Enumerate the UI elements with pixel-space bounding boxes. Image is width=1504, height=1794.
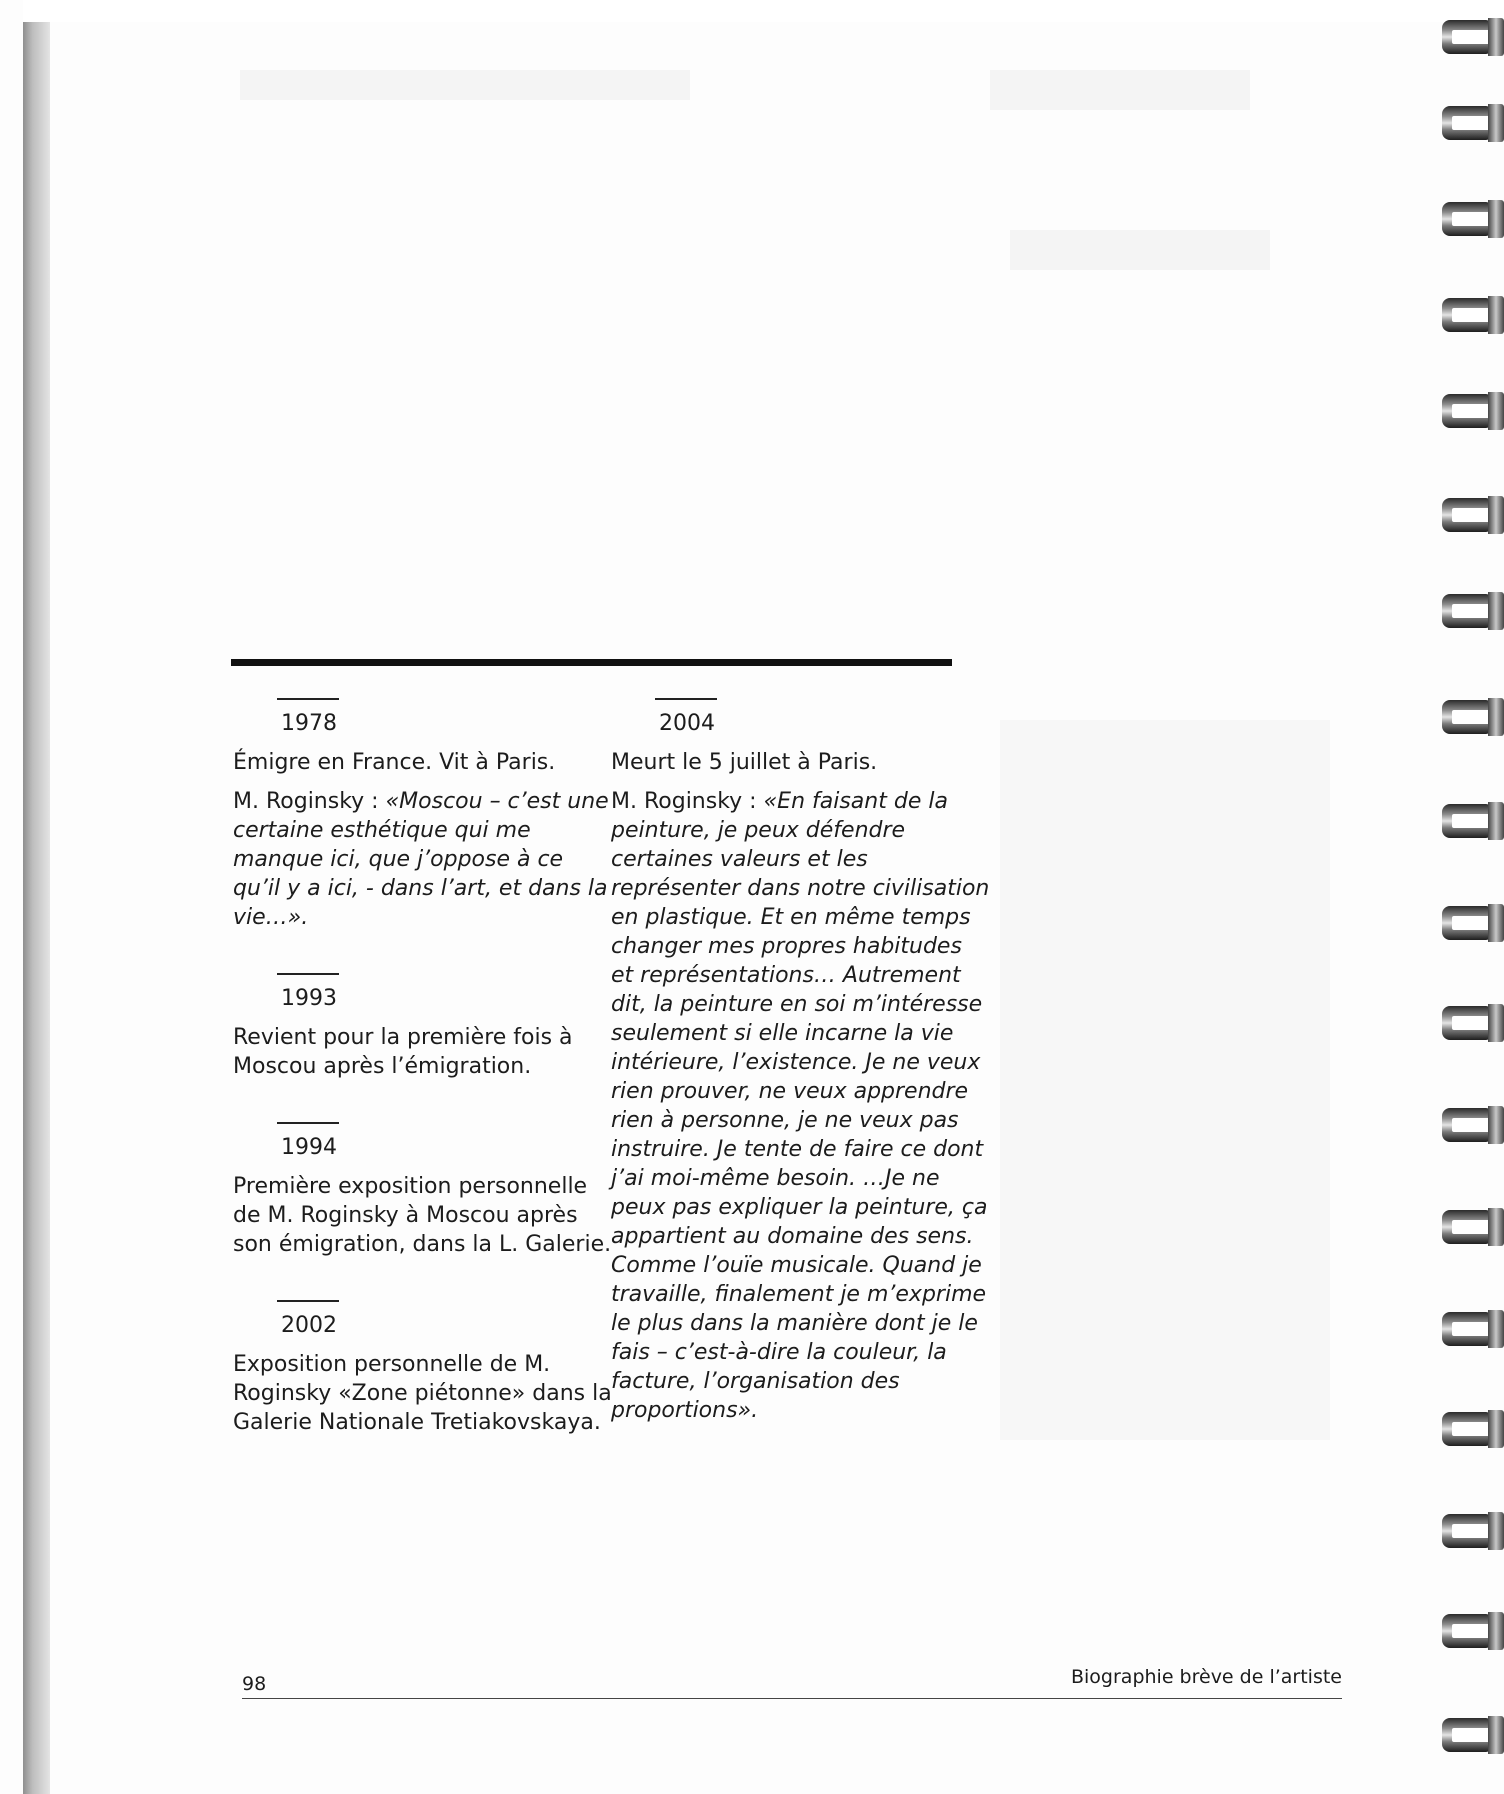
spiral-coil: [1438, 1306, 1504, 1352]
timeline-entry-2002: [233, 1300, 613, 1437]
show-through-area: [990, 70, 1250, 110]
spiral-coil: [1438, 798, 1504, 844]
spiral-coil: [1438, 588, 1504, 634]
entry-year: 2002: [281, 1313, 337, 1338]
entry-year: 1994: [281, 1135, 337, 1160]
running-title: Biographie brève de l’artiste: [1070, 1666, 1342, 1688]
year-dash: [277, 698, 339, 700]
quote-text: «En faisant de la peinture, je peux défendre certaines valeurs et les représenter dans notre civilisation en plastique. Et en même temps changer mes propres habitudes et représentations… Autrement dit, la peinture en soi m’intéresse seulement si elle incarne la vie intérieure, l’existence. Je ne veux rien prouver, ne veux apprendre rien à personne, je ne veux pas instruire. Je tente de faire ce dont j’ai moi-même besoin. …Je ne peux pas expliquer la peinture, ça appartient au domaine des sens. Comme l’ouïe musicale. Quand je travaille, finalement je m’exprime le plus dans la manière dont je le fais – c’est-à-dire la couleur, la facture, l’organisation des proportions».: [611, 789, 990, 1423]
year-dash: [655, 698, 717, 700]
year-dash: [277, 973, 339, 975]
spiral-coil: [1438, 388, 1504, 434]
spiral-coil: [1438, 900, 1504, 946]
spiral-binding: [1438, 0, 1504, 1794]
entry-quote: [611, 787, 991, 1425]
timeline-right-column: [611, 698, 991, 1466]
show-through-area: [1000, 720, 1330, 1440]
spiral-coil: [1438, 492, 1504, 538]
spiral-coil: [1438, 1608, 1504, 1654]
timeline-entry-1993: [233, 973, 613, 1081]
entry-text: Revient pour la première fois à Moscou après l’émigration.: [233, 1025, 573, 1079]
show-through-area: [1010, 230, 1270, 270]
entry-year: 2004: [659, 711, 715, 736]
spiral-coil: [1438, 1204, 1504, 1250]
year-dash: [277, 1300, 339, 1302]
timeline-entry-1994: [233, 1122, 613, 1259]
entry-text: Exposition personnelle de M. Roginsky «Zone piétonne» dans la Galerie Nationale Tretiakovskaya.: [233, 1352, 612, 1435]
quote-attribution: M. Roginsky :: [233, 789, 386, 814]
entry-text: Émigre en France. Vit à Paris.: [233, 750, 556, 775]
show-through-area: [240, 70, 690, 100]
section-rule: [231, 659, 952, 666]
spiral-coil: [1438, 694, 1504, 740]
spiral-coil: [1438, 1712, 1504, 1758]
entry-text: Première exposition personnelle de M. Roginsky à Moscou après son émigration, dans la L. Galerie.: [233, 1174, 612, 1257]
spiral-coil: [1438, 292, 1504, 338]
entry-quote: [233, 787, 613, 932]
page-top-edge: [23, 0, 1504, 22]
entry-year: 1978: [281, 711, 337, 736]
year-dash: [277, 1122, 339, 1124]
spiral-coil: [1438, 196, 1504, 242]
quote-attribution: M. Roginsky :: [611, 789, 764, 814]
entry-text: Meurt le 5 juillet à Paris.: [611, 750, 878, 775]
entry-year: 1993: [281, 986, 337, 1011]
spiral-coil: [1438, 100, 1504, 146]
timeline-entry-1978: [233, 698, 613, 932]
timeline-left-column: [233, 698, 613, 1478]
spiral-coil: [1438, 1508, 1504, 1554]
spiral-coil: [1438, 1406, 1504, 1452]
spiral-coil: [1438, 14, 1504, 60]
spiral-coil: [1438, 1102, 1504, 1148]
spiral-coil: [1438, 1000, 1504, 1046]
page-number: 98: [242, 1673, 267, 1695]
quote-text: «Moscou – c’est une certaine esthétique qui me manque ici, que j’oppose à ce qu’il y a ici, - dans l’art, et dans la vie…».: [233, 789, 609, 930]
timeline-entry-2004: [611, 698, 991, 1425]
footer-rule: [242, 1698, 1342, 1699]
page-binding-shadow: [23, 22, 50, 1794]
